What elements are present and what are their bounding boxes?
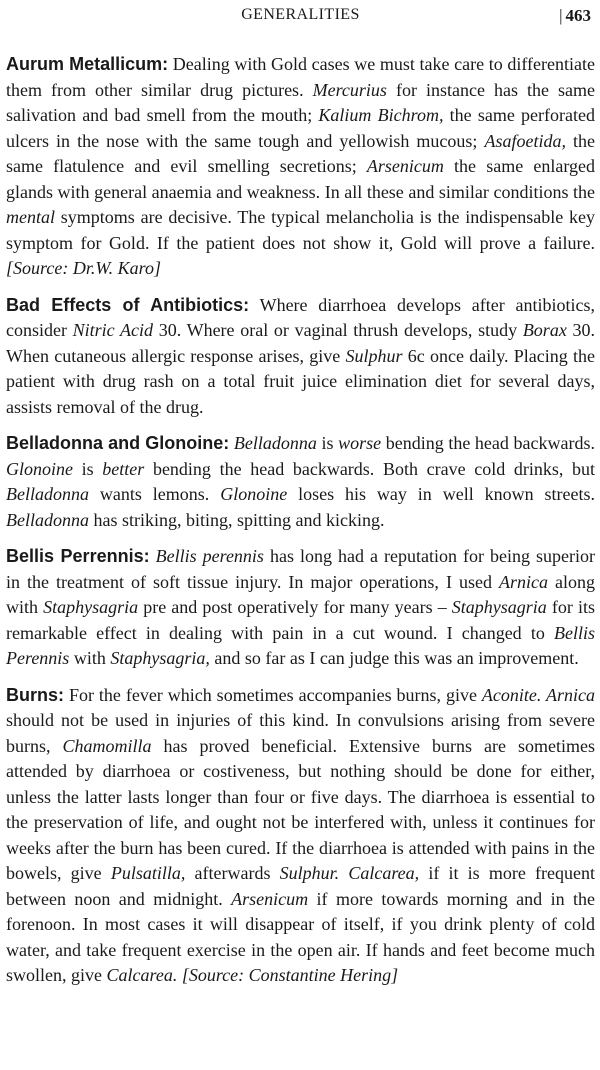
- page-number-wrap: [559, 6, 591, 26]
- body-text: loses his way in well known streets.: [287, 484, 595, 504]
- body-text: along with: [6, 571, 595, 617]
- entry-belladonna-and-glonoine: [6, 431, 595, 533]
- body-text: bending the head backwards.: [381, 433, 595, 453]
- body-text: the same flatulence and evil smelling secretions;: [6, 130, 595, 176]
- italic-text: better: [102, 458, 145, 479]
- italic-text: Staphysagria: [43, 597, 139, 617]
- body-text: has striking, biting, spitting and kicking.: [89, 509, 385, 530]
- italic-text: Glonoine: [220, 484, 288, 504]
- italic-text: Kalium Bichrom,: [318, 105, 444, 125]
- body-text: is: [316, 433, 339, 453]
- body-text: pre and post operatively for many years –: [138, 597, 452, 617]
- entries-list: [6, 52, 595, 989]
- body-text: afterwards: [185, 863, 280, 883]
- body-text: for instance has the same salivation and bad smell from the mouth;: [6, 79, 595, 125]
- entry-bad-effects-of-antibiotics: [6, 293, 595, 421]
- italic-text: [Source: Dr.W. Karo]: [6, 258, 162, 278]
- running-title: GENERALITIES: [241, 6, 360, 23]
- body-text: has long had a reputation for being superior in the treatment of soft tissue injury. In major operations, I used: [6, 546, 596, 592]
- italic-text: Staphysagria,: [110, 648, 210, 668]
- body-text: bending the head backwards. Both crave cold drinks, but: [144, 458, 595, 479]
- body-text: and so far as I can judge this was an improvement.: [209, 648, 579, 668]
- italic-text: Borax: [522, 320, 567, 340]
- body-text: 30. When cutaneous allergic response arises, give: [6, 320, 595, 366]
- italic-text: [Source: Constantine Hering]: [181, 965, 399, 985]
- italic-text: Arsenicum: [231, 888, 309, 909]
- entry-bellis-perrennis: [6, 544, 595, 672]
- italic-text: Arsenicum: [366, 156, 444, 176]
- italic-text: Mercurius: [312, 79, 387, 100]
- body-text: if it is more frequent between noon and midnight.: [6, 863, 595, 909]
- body-text: the same perforated ulcers in the nose with the same tough and yellowish mucous;: [6, 105, 596, 151]
- body-text: Where diarrhoea develops after antibiotics, consider: [6, 294, 595, 340]
- body-text: with: [69, 648, 111, 668]
- body-text: 30. Where oral or vaginal thrush develops, study: [153, 320, 523, 340]
- body-text: is: [73, 458, 103, 479]
- body-text: the same enlarged glands with general anaemia and weakness. In all these and similar conditions the: [6, 156, 595, 202]
- italic-text: Chamomilla: [62, 735, 152, 756]
- italic-text: Bellis Perennis: [6, 622, 595, 668]
- italic-text: Pulsatilla,: [110, 863, 186, 883]
- italic-text: Sulphur. Calcarea,: [279, 863, 420, 883]
- italic-text: mental: [6, 207, 55, 227]
- body-text: Dealing with Gold cases we must take care to differentiate them from other similar drug pictures.: [6, 54, 595, 100]
- body-text: For the fever which sometimes accompanies burns, give: [64, 684, 482, 705]
- italic-text: Glonoine: [6, 458, 73, 479]
- body-text: for its remarkable effect in dealing with pain in a cut wound. I changed to: [6, 597, 595, 643]
- entry-term: Burns:: [6, 684, 64, 705]
- italic-text: Belladonna: [233, 433, 317, 453]
- entry-burns: [6, 683, 595, 989]
- italic-text: worse: [338, 433, 382, 453]
- italic-text: Belladonna: [6, 484, 89, 504]
- page-header: [6, 6, 595, 32]
- body-text: symptoms are decisive. The typical melancholia is the indispensable key symptom for Gold. If the patient does not show it, Gold will prove a failure.: [6, 207, 595, 253]
- italic-text: Staphysagria: [451, 597, 547, 617]
- italic-text: Aconite. Arnica: [481, 684, 596, 705]
- entry-term: Bellis Perrennis:: [6, 546, 150, 566]
- body-text: 6c once daily. Placing the patient with drug rash on a total fruit juice elimination diet for several days, assists removal of the drug.: [6, 345, 595, 417]
- italic-text: Nitric Acid: [72, 320, 154, 340]
- italic-text: Belladonna: [6, 509, 89, 530]
- body-text: has proved beneficial. Extensive burns are sometimes attended by diarrhoea or costiveness, but nothing should be done for either, unless the latter lasts longer than four or five days. The diarrhoea is essential to the preservation of life, and ought not be interfered with, unless it continues for weeks after the burn has been cured. If the diarrhoea is attended with pains in the bowels, give: [6, 735, 595, 883]
- body-text: wants lemons.: [89, 484, 221, 504]
- italic-text: Asafoetida,: [484, 130, 566, 151]
- body-text: if more towards morning and in the forenoon. In most cases it will disappear of itself, if you drink plenty of cold water, and take frequent exercise in the open air. If hands and feet become much swollen, give: [6, 888, 595, 985]
- entry-term: Aurum Metallicum:: [6, 54, 169, 74]
- entry-aurum-metallicum: [6, 52, 595, 282]
- italic-text: Calcarea.: [106, 965, 178, 985]
- body-text: should not be used in injuries of this kind. In convulsions arising from severe burns,: [6, 710, 595, 756]
- italic-text: Bellis perennis: [155, 546, 264, 566]
- entry-term: Belladonna and Glonoine:: [6, 433, 230, 453]
- header-divider-icon: |: [559, 6, 563, 25]
- page-number: 463: [565, 6, 591, 25]
- entry-term: Bad Effects of Antibiotics:: [6, 294, 250, 315]
- italic-text: Arnica: [498, 571, 548, 592]
- italic-text: Sulphur: [345, 345, 403, 366]
